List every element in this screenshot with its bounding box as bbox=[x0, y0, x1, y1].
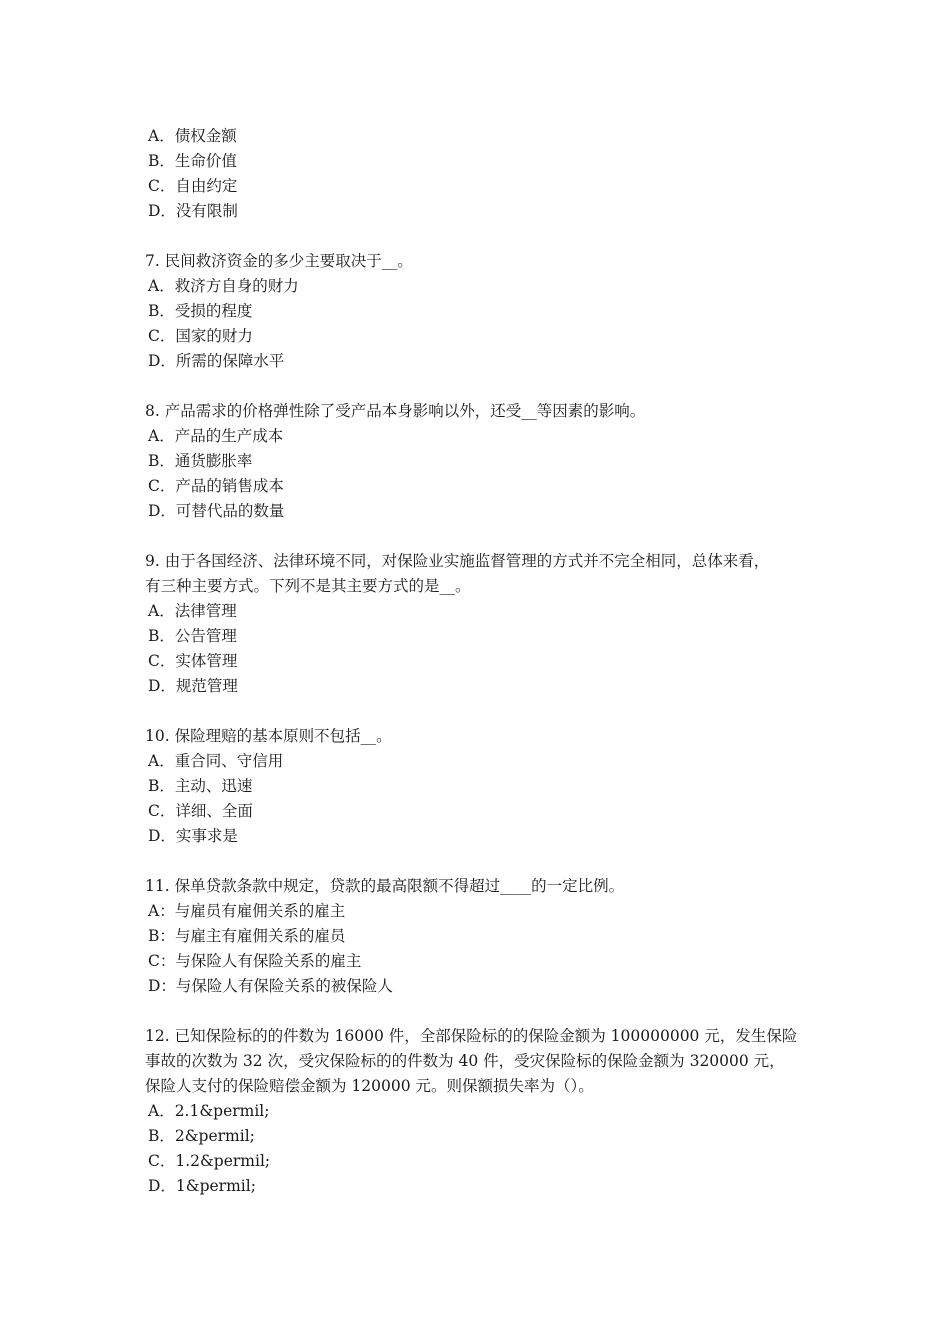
question-9 bbox=[145, 549, 825, 699]
option-a: A．救济方自身的财力 bbox=[148, 277, 299, 295]
option-c: C．产品的销售成本 bbox=[148, 477, 284, 495]
option-d: D．实事求是 bbox=[148, 827, 238, 845]
question-stem: 有三种主要方式。下列不是其主要方式的是__。 bbox=[145, 577, 471, 595]
option-c: C．国家的财力 bbox=[148, 327, 253, 345]
option-b: B．主动、迅速 bbox=[148, 777, 253, 795]
spacer bbox=[145, 524, 825, 549]
option-b: B．通货膨胀率 bbox=[148, 452, 253, 470]
question-stem: 事故的次数为 32 次，受灾保险标的的件数为 40 件，受灾保险标的保险金额为 320000 元， bbox=[145, 1052, 785, 1070]
option-c: C．1.2&permil; bbox=[148, 1152, 271, 1170]
option-b: B：与雇主有雇佣关系的雇员 bbox=[148, 927, 346, 945]
spacer bbox=[145, 999, 825, 1024]
question-12 bbox=[145, 1024, 825, 1199]
question-11 bbox=[145, 874, 825, 999]
question-stem: 8. 产品需求的价格弹性除了受产品本身影响以外，还受__等因素的影响。 bbox=[145, 402, 646, 420]
question-stem: 10. 保险理赔的基本原则不包括__。 bbox=[145, 727, 392, 745]
lead-options bbox=[145, 124, 825, 224]
option-d: D．所需的保障水平 bbox=[148, 352, 285, 370]
option-a: A．产品的生产成本 bbox=[148, 427, 284, 445]
option-b: B．受损的程度 bbox=[148, 302, 253, 320]
question-10 bbox=[145, 724, 825, 849]
option-b: B．公告管理 bbox=[148, 627, 237, 645]
question-8 bbox=[145, 399, 825, 524]
option-d: D．没有限制 bbox=[148, 202, 238, 220]
option-a: A．法律管理 bbox=[148, 602, 237, 620]
option-c: C．实体管理 bbox=[148, 652, 238, 670]
question-stem: 11. 保单贷款条款中规定，贷款的最高限额不得超过____的一定比例。 bbox=[145, 877, 625, 895]
option-c: C：与保险人有保险关系的雇主 bbox=[148, 952, 362, 970]
question-stem: 12. 已知保险标的的件数为 16000 件，全部保险标的的保险金额为 100000000 元，发生保险 bbox=[145, 1027, 798, 1045]
document-page bbox=[145, 124, 825, 1199]
option-a: A．2.1&permil; bbox=[148, 1102, 270, 1120]
question-stem: 7. 民间救济资金的多少主要取决于__。 bbox=[145, 252, 413, 270]
option-a: A．债权金额 bbox=[148, 127, 237, 145]
option-d: D．可替代品的数量 bbox=[148, 502, 285, 520]
option-d: D：与保险人有保险关系的被保险人 bbox=[148, 977, 393, 995]
question-stem: 9. 由于各国经济、法律环境不同，对保险业实施监督管理的方式并不完全相同，总体来看， bbox=[145, 552, 770, 570]
spacer bbox=[145, 699, 825, 724]
spacer bbox=[145, 849, 825, 874]
option-c: C．自由约定 bbox=[148, 177, 238, 195]
option-a: A．重合同、守信用 bbox=[148, 752, 284, 770]
option-c: C．详细、全面 bbox=[148, 802, 253, 820]
spacer bbox=[145, 374, 825, 399]
option-a: A：与雇员有雇佣关系的雇主 bbox=[148, 902, 346, 920]
option-d: D．规范管理 bbox=[148, 677, 238, 695]
option-d: D．1&permil; bbox=[148, 1177, 256, 1195]
spacer bbox=[145, 224, 825, 249]
question-7 bbox=[145, 249, 825, 374]
question-stem: 保险人支付的保险赔偿金额为 120000 元。则保额损失率为（）。 bbox=[145, 1077, 594, 1095]
option-b: B．生命价值 bbox=[148, 152, 237, 170]
option-b: B．2&permil; bbox=[148, 1127, 255, 1145]
